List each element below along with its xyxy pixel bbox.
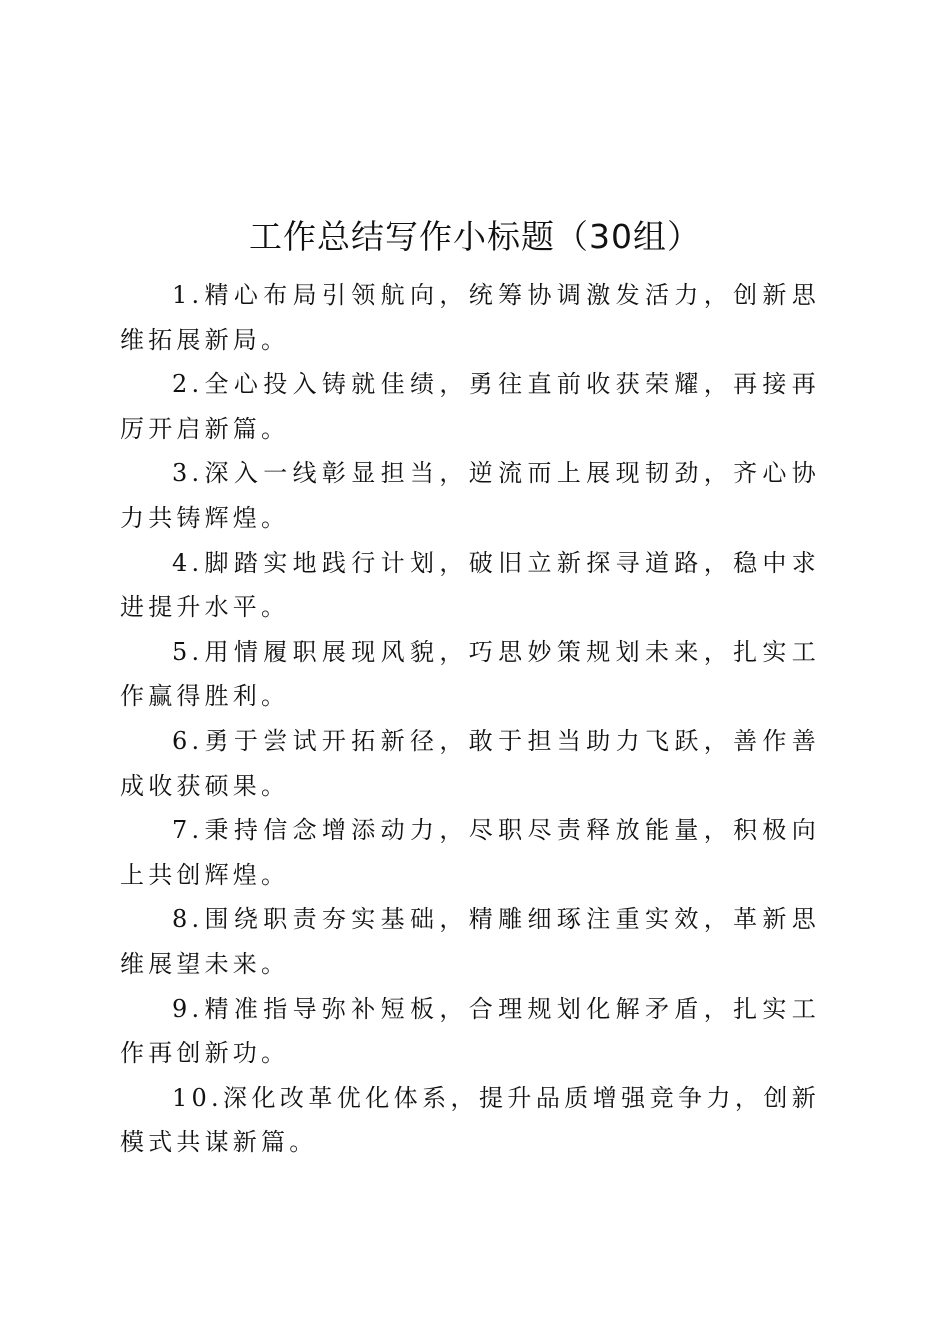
list-item: 4.脚踏实地践行计划，破旧立新探寻道路，稳中求进提升水平。	[120, 548, 820, 622]
list-item: 3.深入一线彰显担当，逆流而上展现韧劲，齐心协力共铸辉煌。	[120, 459, 820, 532]
list-item: 9.精准指导弥补短板，合理规划化解矛盾，扎实工作再创新功。	[120, 994, 820, 1068]
list-item: 7.秉持信念增添动力，尽职尽责释放能量，积极向上共创辉煌。	[120, 816, 820, 889]
heading-list	[120, 273, 820, 1165]
list-item: 10.深化改革优化体系，提升品质增强竞争力，创新模式共谋新篇。	[120, 1083, 820, 1157]
list-item: 1.精心布局引领航向，统筹协调激发活力，创新思维拓展新局。	[120, 281, 820, 354]
list-item: 2.全心投入铸就佳绩，勇往直前收获荣耀，再接再厉开启新篇。	[120, 370, 820, 443]
document-title: 工作总结写作小标题（30组）	[249, 217, 701, 256]
list-item: 6.勇于尝试开拓新径，敢于担当助力飞跃，善作善成收获硕果。	[120, 726, 820, 800]
list-item: 8.围绕职责夯实基础，精雕细琢注重实效，革新思维展望未来。	[120, 905, 820, 978]
list-item: 5.用情履职展现风貌，巧思妙策规划未来，扎实工作赢得胜利。	[120, 637, 820, 711]
